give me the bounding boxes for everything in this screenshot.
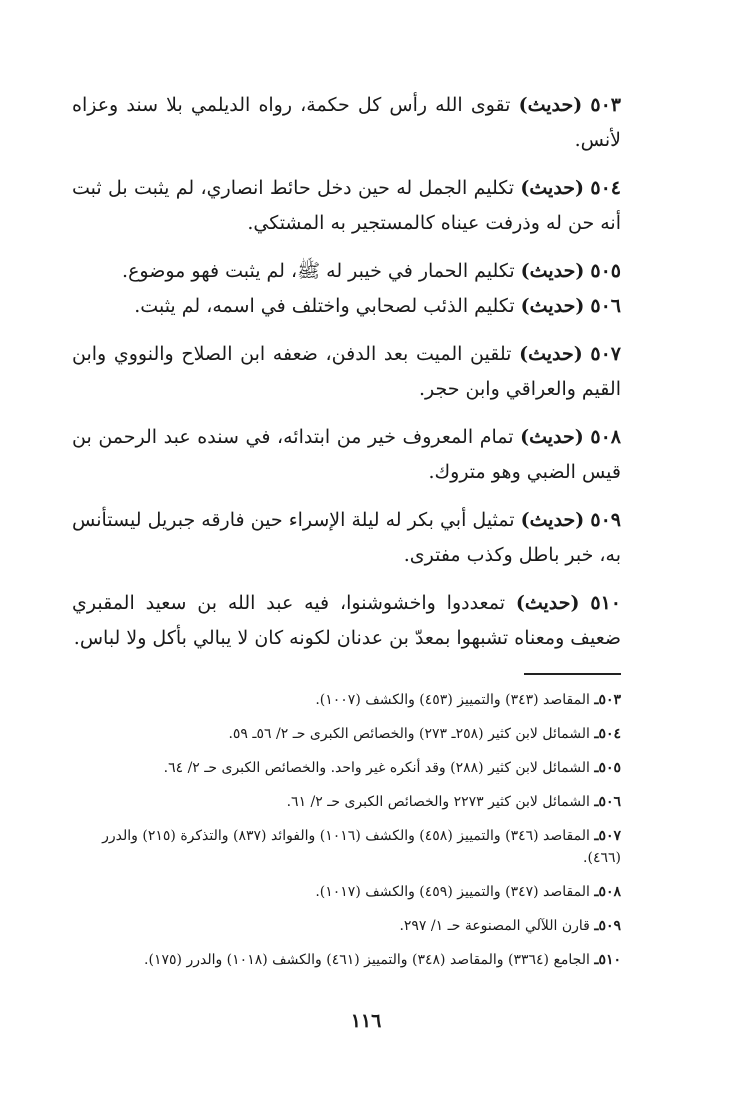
footnote-separator <box>524 673 621 675</box>
entry-number: ٥٠٣ <box>590 94 621 116</box>
entry-text: تكليم الذئب لصحابي واختلف في اسمه، لم يثبت. <box>134 295 515 317</box>
entry-number: ٥١٠ <box>590 592 621 614</box>
footnote-number: ٥٠٧ـ <box>594 828 621 844</box>
entry-text: تقوى الله رأس كل حكمة، رواه الديلمي بلا سند وعزاه لأنس. <box>72 94 621 151</box>
entry-number: ٥٠٧ <box>590 343 622 365</box>
footnote-number: ٥٠٨ـ <box>594 884 621 900</box>
entry-number: ٥٠٦ <box>590 295 621 317</box>
footnote-text: الشمائل لابن كثير ٢٢٧٣ والخصائص الكبرى حـ ٢/ ٦١. <box>286 794 590 810</box>
hadith-entry-506 <box>72 289 621 324</box>
entry-text: تمام المعروف خير من ابتدائه، في سنده عبد الرحمن بن قيس الضبي وهو متروك. <box>72 426 621 483</box>
hadith-entry-509 <box>72 503 621 573</box>
footnote-text: المقاصد (٣٤٦) والتمييز (٤٥٨) والكشف (١٠١٦) والفوائد (٨٣٧) والتذكرة (٢١٥) والدرر (٤٦٦). <box>102 828 621 866</box>
footnote-503 <box>72 689 621 711</box>
footnote-508 <box>72 881 621 903</box>
entry-keyword: (حديث) <box>518 94 583 116</box>
entry-number: ٥٠٨ <box>590 426 621 448</box>
footnote-text: الشمائل لابن كثير (٢٥٨ـ ٢٧٣) والخصائص الكبرى حـ ٢/ ٥٦ـ ٥٩. <box>228 726 590 742</box>
entry-keyword: (حديث) <box>515 592 580 614</box>
footnote-number: ٥٠٣ـ <box>594 692 621 708</box>
entry-number: ٥٠٩ <box>590 509 621 531</box>
hadith-entry-508 <box>72 420 621 490</box>
footnote-text: المقاصد (٣٤٧) والتمييز (٤٥٩) والكشف (١٠١٧). <box>315 884 590 900</box>
hadith-entry-510 <box>72 586 621 656</box>
entry-number: ٥٠٥ <box>590 260 621 282</box>
entry-text: تمثيل أبي بكر له ليلة الإسراء حين فارقه جبريل ليستأنس به، خبر باطل وكذب مفترى. <box>72 509 621 566</box>
hadith-entry-505 <box>72 254 621 289</box>
footnote-504 <box>72 723 621 745</box>
footnote-number: ٥١٠ـ <box>594 952 621 968</box>
footnote-507 <box>72 825 621 869</box>
footnote-506 <box>72 791 621 813</box>
hadith-entries <box>72 88 621 669</box>
entry-keyword: (حديث) <box>520 260 585 282</box>
entry-text: تلقين الميت بعد الدفن، ضعفه ابن الصلاح والنووي وابن القيم والعراقي وابن حجر. <box>72 343 621 400</box>
footnotes <box>72 689 621 983</box>
footnote-number: ٥٠٩ـ <box>594 918 621 934</box>
footnote-number: ٥٠٦ـ <box>594 794 621 810</box>
entry-keyword: (حديث) <box>520 177 585 199</box>
entry-text: تكليم الجمل له حين دخل حائط انصاري، لم يثبت بل ثبت أنه حن له وذرفت عيناه كالمستجير به المشتكي. <box>72 177 621 234</box>
entry-text: تمعددوا واخشوشنوا، فيه عبد الله بن سعيد المقبري ضعيف ومعناه تشبهوا بمعدّ بن عدنان لكونه كان لا يبالي بأكل ولا لباس. <box>72 592 621 649</box>
page-number: ١١٦ <box>350 1010 382 1032</box>
footnote-text: الشمائل لابن كثير (٢٨٨) وقد أنكره غير واحد. والخصائص الكبرى حـ ٢/ ٦٤. <box>163 760 590 776</box>
footnote-510 <box>72 949 621 971</box>
footnote-text: الجامع (٣٣٦٤) والمقاصد (٣٤٨) والتمييز (٤٦١) والكشف (١٠١٨) والدرر (١٧٥). <box>144 952 590 968</box>
hadith-entry-503 <box>72 88 621 158</box>
entry-keyword: (حديث) <box>520 426 584 448</box>
footnote-text: قارن اللآلي المصنوعة حـ ١/ ٢٩٧. <box>399 918 590 934</box>
hadith-entry-507 <box>72 337 621 407</box>
entry-keyword: (حديث) <box>520 295 585 317</box>
entry-keyword: (حديث) <box>520 509 585 531</box>
hadith-entry-504 <box>72 171 621 241</box>
footnote-number: ٥٠٤ـ <box>594 726 621 742</box>
entry-text: تكليم الحمار في خيبر له ﷺ، لم يثبت فهو موضوع. <box>122 260 515 282</box>
entry-keyword: (حديث) <box>519 343 583 365</box>
footnote-number: ٥٠٥ـ <box>594 760 621 776</box>
footnote-505 <box>72 757 621 779</box>
footnote-509 <box>72 915 621 937</box>
footnote-text: المقاصد (٣٤٣) والتمييز (٤٥٣) والكشف (١٠٠٧). <box>315 692 590 708</box>
entry-number: ٥٠٤ <box>590 177 622 199</box>
